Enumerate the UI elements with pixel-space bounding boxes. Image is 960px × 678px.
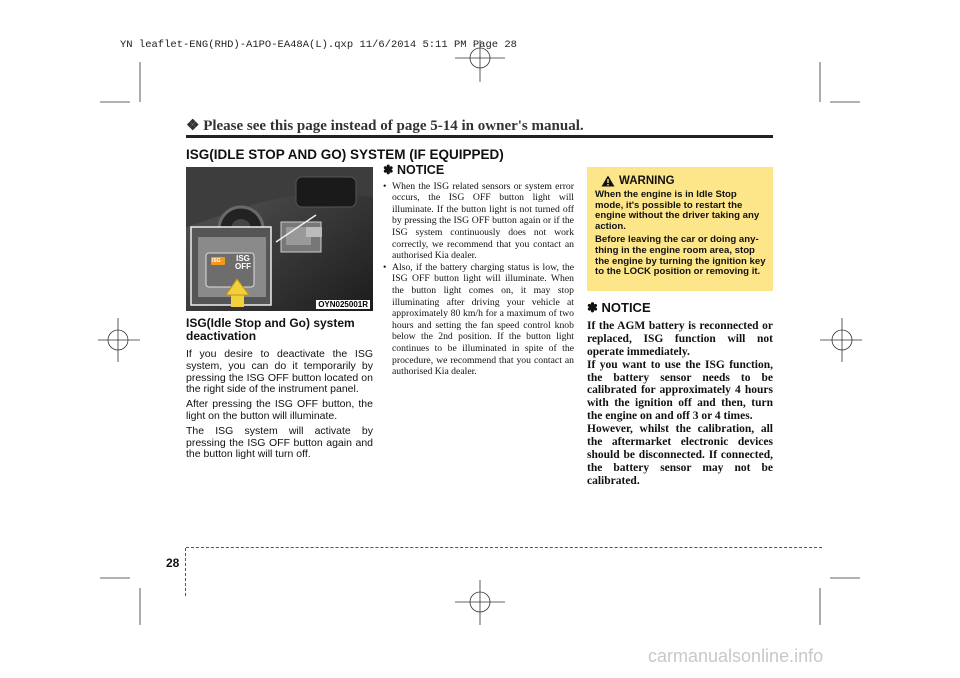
notice-paragraph: If you want to use the ISG function, the battery sensor needs to be calibrated for approximately 4 hours with the ignition off and then, turn the engine on and off 3 or 4 times. <box>587 358 773 423</box>
page-header-title: ❖ Please see this page instead of page 5-14 in owner's manual. <box>186 118 584 134</box>
notice-box-2 <box>587 302 773 488</box>
warning-box <box>587 167 773 291</box>
footer-dashed-divider <box>185 548 186 596</box>
isg-tag-label: ISG <box>212 258 221 264</box>
watermark: carmanualsonline.info <box>648 646 824 666</box>
registration-target-left <box>98 318 140 362</box>
deactivation-paragraph: After pressing the ISG OFF button, the light on the button will illuminate. <box>186 398 373 422</box>
print-slug: YN leaflet-ENG(RHD)-A1PO-EA48A(L).qxp 11/6/2014 5:11 PM Page 28 <box>120 39 517 51</box>
section-title: ISG(IDLE STOP AND GO) SYSTEM (IF EQUIPPED) <box>186 147 504 162</box>
notice-item: • When the ISG related sensors or system error occurs, the ISG OFF button light will illuminate. If the button light is not turned off by pressing the ISG OFF button again or if the ISG system continuously does not work correctly, we recommend that you contact an authorised Kia dealer. <box>383 181 574 262</box>
notice-box-1 <box>383 165 574 378</box>
warning-paragraph: Before leaving the car or doing any-thing in the engine room area, stop the engine by turning the ignition key to the LOCK position or removing it. <box>595 234 766 278</box>
notice-list <box>383 181 574 378</box>
notice-heading: ✽ NOTICE <box>587 300 651 315</box>
notice-heading: ✽ NOTICE <box>383 163 445 177</box>
footer-dashed-rule <box>186 547 822 548</box>
warning-triangle-icon <box>601 175 615 187</box>
deactivation-section <box>186 317 373 464</box>
dashboard-illustration <box>186 167 373 311</box>
registration-target-right <box>820 318 862 362</box>
notice-paragraph: If the AGM battery is reconnected or replaced, ISG function will not operate immediately. <box>587 319 773 358</box>
notice-paragraph: However, whilst the calibration, all the aftermarket electronic devices should be disconnected. If connected, the battery sensor may not be calibrated. <box>587 423 773 487</box>
isg-button-photo <box>186 167 373 311</box>
isg-off-button-label: ISG OFF <box>235 254 251 271</box>
deactivation-heading: ISG(Idle Stop and Go) system deactivation <box>186 316 355 343</box>
warning-heading: WARNING <box>619 174 675 187</box>
deactivation-paragraph: If you desire to deactivate the ISG system, you can do it temporarily by pressing the ISG OFF button located on the right side of the instrument panel. <box>186 348 373 396</box>
deactivation-paragraph: The ISG system will activate by pressing the ISG OFF button again and the button light will turn off. <box>186 424 373 461</box>
registration-target-bottom <box>455 580 505 625</box>
header-rule <box>186 135 773 138</box>
photo-code: OYN025001R <box>318 300 368 309</box>
notice-item: • Also, if the battery charging status is low, the ISG OFF button light will illuminate. When the button light comes on, it may stop illuminating after driving your vehicle at approximately 80 km/h for a maximum of two hours and setting the fan speed control knob below the 2nd position. If the button light continues to be illuminated in spite of the procedure, we recommend that you contact an authorised Kia dealer. <box>383 262 574 378</box>
warning-paragraph: When the engine is in Idle Stop mode, it's possible to restart the engine without the driver taking any action. <box>595 189 760 232</box>
page-number: 28 <box>166 556 180 570</box>
warning-header <box>595 175 767 187</box>
